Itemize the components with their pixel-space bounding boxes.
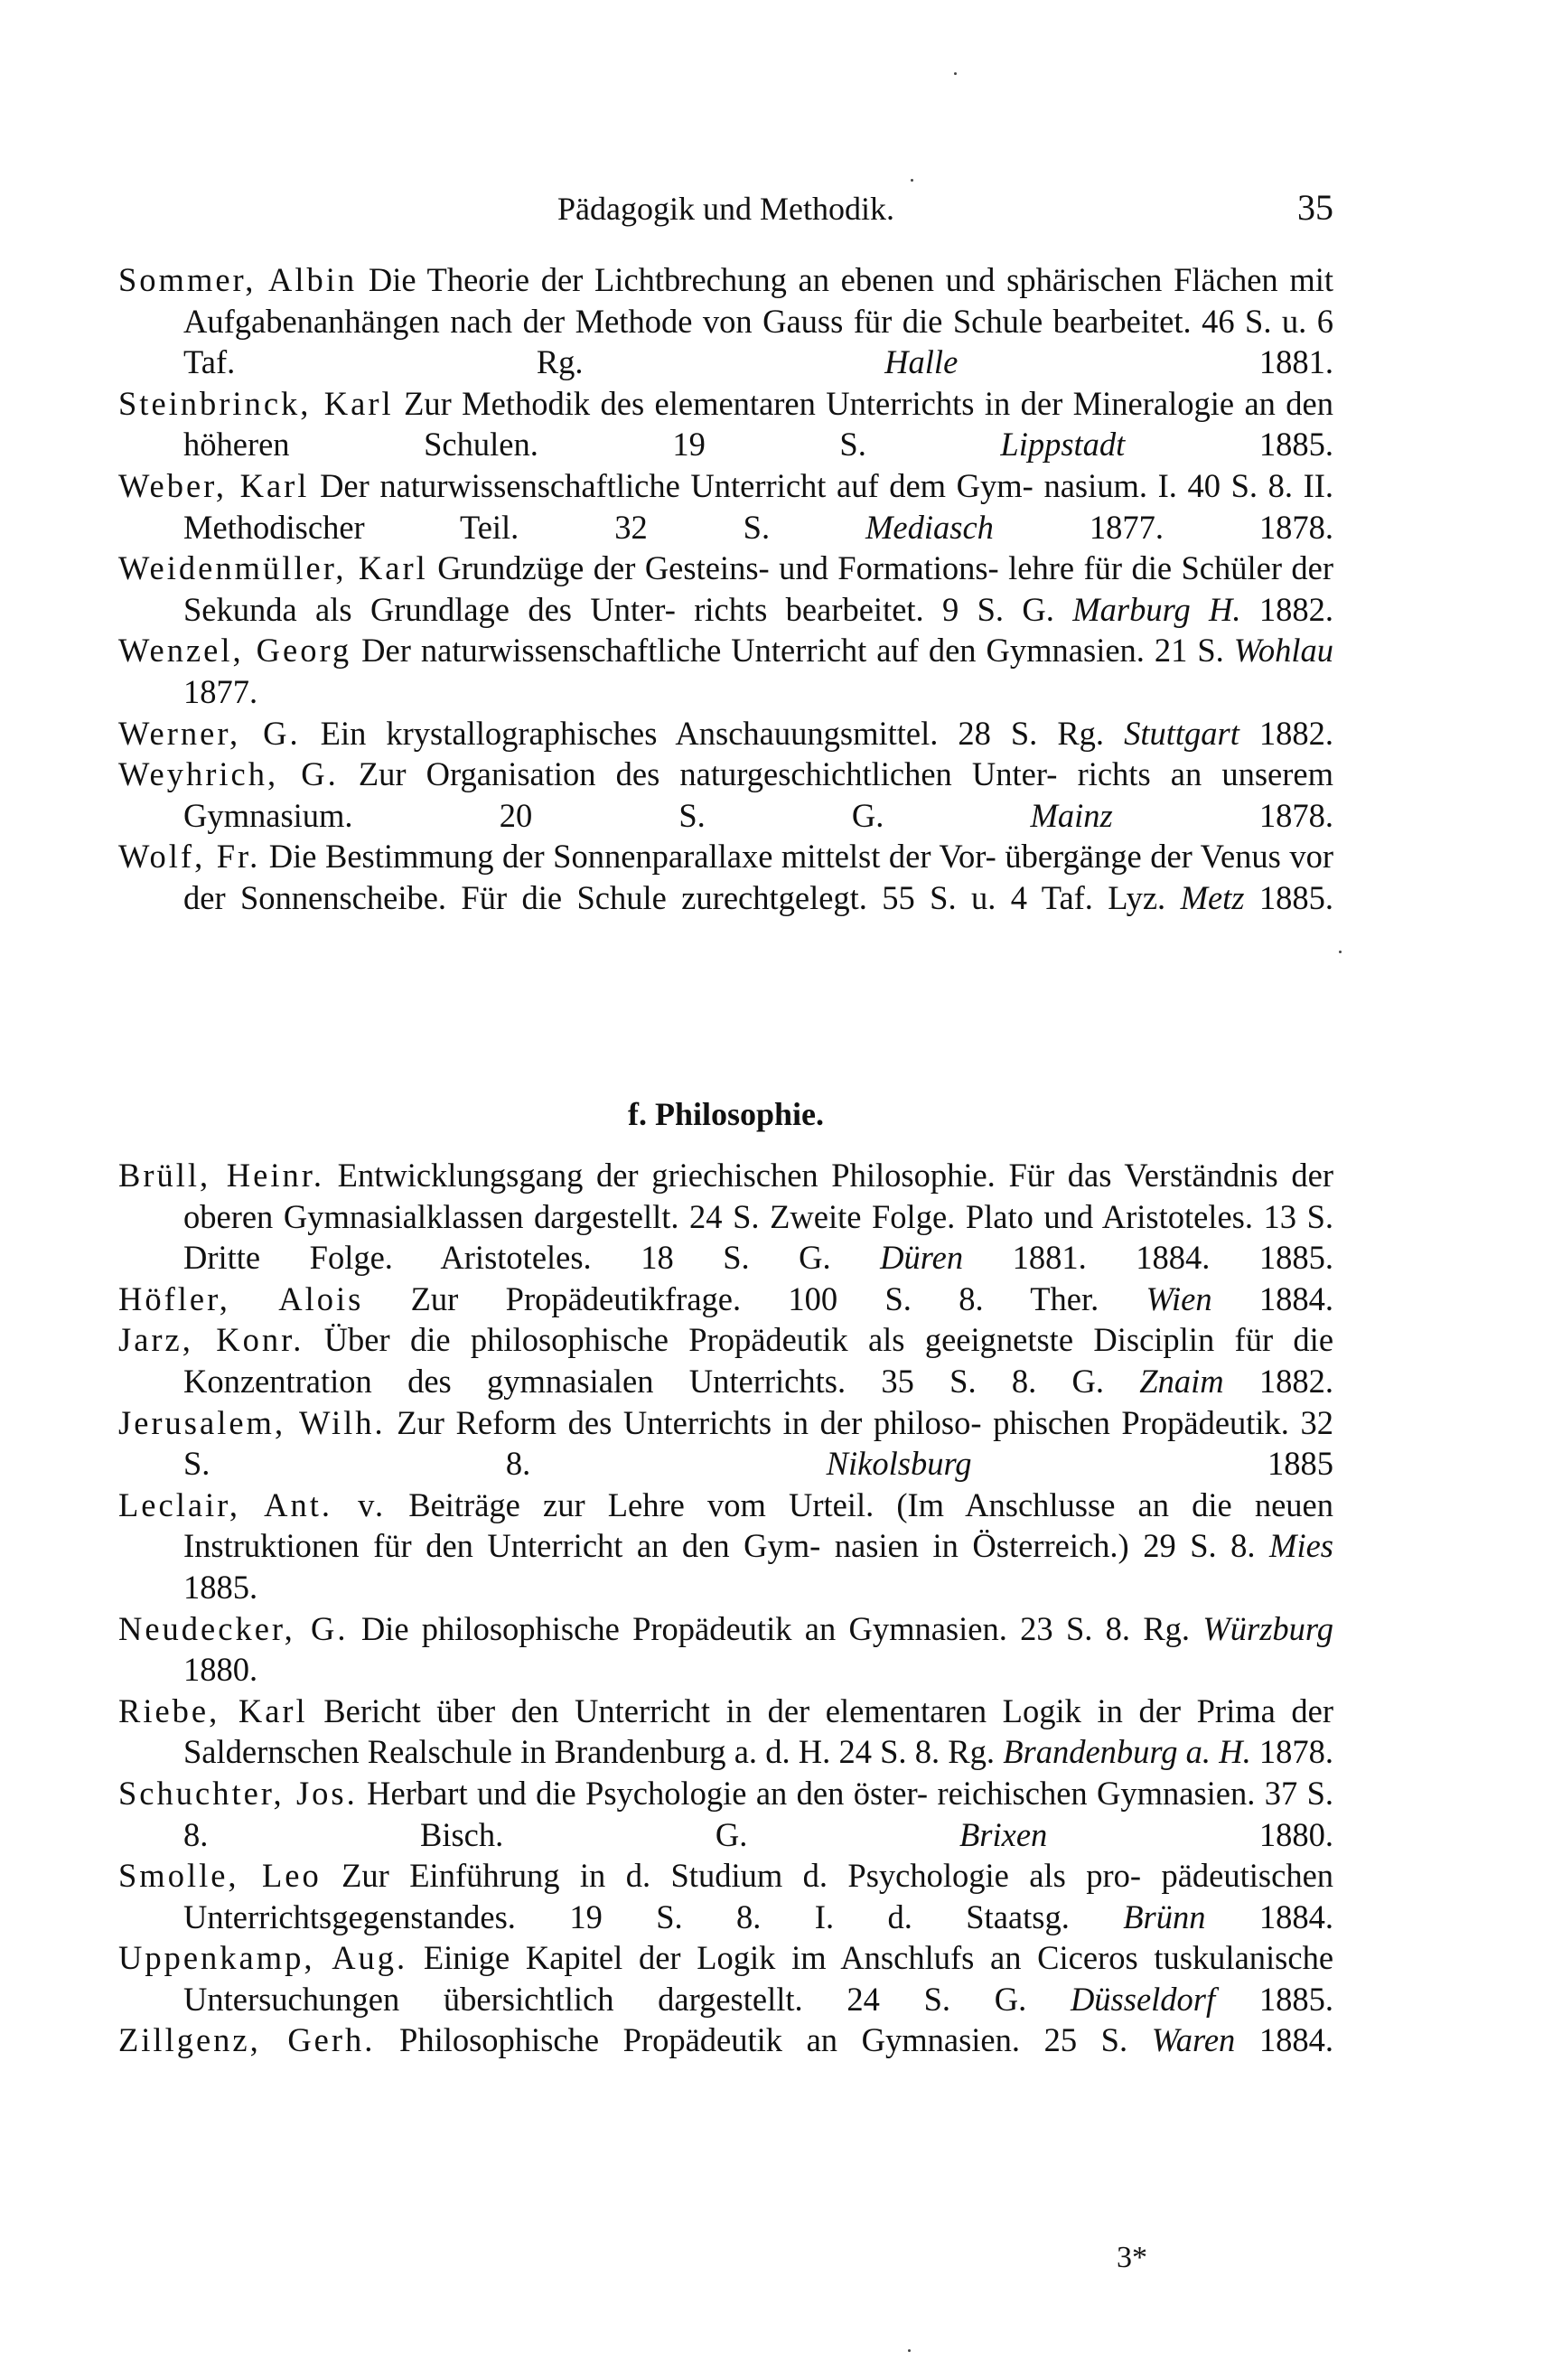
entry-text: Ein krystallographisches Anschauungsmittel. 28 S.: [320, 714, 1038, 752]
bibliography-entry: [118, 1855, 1333, 1937]
bibliography-entry: [118, 1608, 1333, 1691]
entry-year: 1882.: [1258, 590, 1334, 628]
entry-text: Aristoteles. 18 S. G.: [440, 1239, 831, 1277]
entry-place: Waren: [1151, 2021, 1236, 2059]
bibliography-entry: [118, 836, 1333, 918]
bibliography-entry: [118, 630, 1333, 712]
entry-author: Wenzel, Georg: [118, 632, 352, 670]
entry-place: Stuttgart: [1124, 714, 1239, 752]
entry-author: Jarz, Konr.: [118, 1321, 304, 1359]
entry-author: Riebe, Karl: [118, 1691, 308, 1729]
entry-place: Mainz: [1030, 796, 1113, 834]
bibliography-entry: [118, 1402, 1333, 1485]
bibliography-entry: [118, 1155, 1333, 1279]
entry-author: Weber, Karl: [118, 466, 310, 504]
bibliography-entry: [118, 383, 1333, 465]
entry-author: Uppenkamp, Aug.: [118, 1939, 408, 1977]
bibliography-entry: [118, 259, 1333, 383]
entry-author: Schuchter, Jos.: [118, 1774, 358, 1812]
entry-author: Weyhrich, G.: [118, 755, 339, 793]
entry-place: Lippstadt: [1000, 426, 1126, 464]
bibliography-entry: [118, 1319, 1333, 1401]
entry-year: 1885.: [1258, 878, 1334, 916]
entry-text: reichischen Gymnasien. 37 S. 8. Bisch. G.: [183, 1774, 1334, 1853]
entry-author: Brüll, Heinr.: [118, 1157, 325, 1194]
entry-text: sphärischen Flächen mit Aufgabenanhängen nach der Methode: [183, 261, 1334, 340]
entry-author: Smolle, Leo: [118, 1857, 322, 1895]
entry-year: 1877.: [183, 672, 258, 710]
entry-year: 1885.: [183, 1568, 258, 1606]
entry-text: richts bearbeitet. 9 S. G.: [694, 590, 1054, 628]
entry-place: Brandenburg a. H.: [1003, 1733, 1251, 1771]
entry-year: 1880.: [183, 1651, 258, 1689]
bibliography-entry: [118, 2019, 1333, 2061]
entry-place: Brünn: [1123, 1897, 1206, 1935]
entry-place: Halle: [884, 343, 959, 381]
entry-author: Neudecker, G.: [118, 1609, 349, 1647]
entry-text: Zur Reform des Unterrichts in der philoso-: [397, 1403, 982, 1441]
entry-year: 1882.: [1258, 1362, 1333, 1400]
entry-year: 1885: [1267, 1445, 1333, 1483]
entry-text: Herbart und die Psychologie an den öster-: [367, 1774, 929, 1812]
entry-text: richts an unserem Gymnasium. 20 S. G.: [183, 755, 1333, 834]
entry-author: Wolf, Fr.: [118, 838, 261, 876]
entry-text: von Gauss für die Schule bearbeitet. 46 S. u. 6 Taf. Rg.: [183, 302, 1334, 381]
bibliography-entry: [118, 1937, 1333, 2019]
entry-text: Der naturwissenschaftliche Unterricht auf dem Gym-: [320, 466, 1034, 504]
entry-text: Einige Kapitel der Logik im Anschlufs an: [423, 1939, 1022, 1977]
entry-author: Leclair, Ant. v.: [118, 1485, 387, 1523]
entry-place: Düren: [880, 1239, 964, 1277]
entry-author: Sommer, Albin: [118, 261, 358, 298]
entry-year: 1885.: [1258, 426, 1333, 464]
entry-text: Entwicklungsgang der griechischen Philosophie. Für: [337, 1157, 1055, 1194]
entry-place: Znaim: [1139, 1362, 1224, 1400]
entry-text: nasien in Österreich.) 29 S. 8.: [834, 1527, 1256, 1565]
entry-text: Zweite Folge. Plato und Aristoteles. 13 S. Dritte Folge.: [183, 1197, 1334, 1277]
entry-author: Steinbrinck, Karl: [118, 384, 394, 422]
bibliography-entry: [118, 1691, 1333, 1773]
bibliography-entry: [118, 713, 1333, 754]
entry-text: Zur Propädeutikfrage. 100 S. 8. Ther.: [410, 1279, 1099, 1317]
print-speck: [1339, 951, 1342, 953]
entry-place: Düsseldorf: [1070, 1980, 1216, 2018]
print-speck: [911, 179, 913, 182]
entry-text: Zur Methodik des elementaren Unterrichts in: [404, 384, 1011, 422]
entry-text: Bericht über den Unterricht in der elementaren Logik: [323, 1691, 1081, 1729]
entry-text: Beiträge zur Lehre vom Urteil. (Im Anschlusse: [408, 1485, 1116, 1523]
entry-text: Zur Einführung in d. Studium d. Psychologie als pro-: [341, 1857, 1142, 1895]
entry-place: Brixen: [959, 1815, 1048, 1853]
entry-author: Jerusalem, Wilh.: [118, 1403, 386, 1441]
entry-year: 1884.: [1258, 2021, 1334, 2059]
entry-author: Höfler, Alois: [118, 1279, 364, 1317]
entry-place: Metz: [1180, 878, 1245, 916]
entry-text: Disciplin für die Konzentration des gymnasialen Unterrichts.: [183, 1321, 1334, 1400]
bibliography-entry: [118, 1485, 1333, 1608]
entry-place: Wohlau: [1233, 632, 1333, 670]
entry-text: Rg.: [1057, 714, 1105, 752]
entry-text: übergänge der Venus vor der Sonnenscheibe. Für die Schule: [183, 838, 1334, 916]
print-speck: [908, 2349, 911, 2352]
entry-year: 1880.: [1258, 1815, 1334, 1853]
signature-mark: 3*: [1117, 2241, 1147, 2274]
entry-text: Der naturwissenschaftliche Unterricht auf den: [361, 632, 977, 670]
entry-text: 35 S. 8. G.: [881, 1362, 1104, 1400]
entry-year: 1881. 1884. 1885.: [1012, 1239, 1333, 1277]
entry-text: lehre für die Schüler der Sekunda als Grundlage des Unter-: [183, 549, 1334, 628]
header-title: Pädagogik und Methodik.: [557, 191, 894, 227]
entry-author: Werner, G.: [118, 714, 301, 752]
bibliography-entry: [118, 1279, 1333, 1320]
page-number: 35: [1297, 187, 1333, 228]
bibliography-entry: [118, 754, 1333, 836]
entry-year: 1884.: [1258, 1279, 1334, 1317]
entry-place: Nikolsburg: [826, 1445, 972, 1483]
entry-text: 23 S. 8. Rg.: [1020, 1609, 1191, 1647]
entry-year: 1877. 1878.: [1089, 508, 1333, 546]
bibliography-entry: [118, 548, 1333, 630]
entry-text: in der Prima der Saldernschen Realschule in Brandenburg a. d. H.: [183, 1691, 1334, 1771]
entry-text: Grundzüge der Gesteins- und Formations-: [437, 549, 999, 587]
bibliography-list-natural-sciences: [118, 259, 1333, 919]
entry-place: Marburg H.: [1072, 590, 1241, 628]
entry-text: der Mineralogie an den höheren Schulen. 19 S.: [183, 384, 1334, 464]
bibliography-entry: [118, 465, 1333, 548]
entry-text: pädeutischen Unterrichtsgegenstandes. 19 S. 8. I. d. Staatsg.: [183, 1857, 1334, 1935]
entry-text: Zur Organisation des naturgeschichtlichen Unter-: [358, 755, 1058, 793]
entry-text: an die neuen Instruktionen für den Unterricht an den Gym-: [183, 1485, 1333, 1565]
bibliography-entry: [118, 1773, 1333, 1855]
entry-place: Würzburg: [1202, 1609, 1334, 1647]
entry-text: Philosophische Propädeutik an Gymnasien. 25 S.: [399, 2021, 1128, 2059]
entry-year: 1878.: [1258, 796, 1334, 834]
entry-text: Die Theorie der Lichtbrechung an ebenen und: [368, 261, 996, 298]
entry-text: das Verständnis der oberen Gymnasialklassen dargestellt. 24 S.: [183, 1157, 1333, 1235]
entry-text: Gymnasien. 21 S.: [986, 632, 1224, 670]
entry-year: 1884.: [1258, 1897, 1334, 1935]
bibliography-list-philosophy: [118, 1155, 1333, 2061]
entry-text: nasium. I. 40 S. 8. II. Methodischer Teil. 32 S.: [183, 466, 1334, 546]
section-heading: f. Philosophie.: [627, 1096, 825, 1132]
entry-text: Über die philosophische Propädeutik als geeignetste: [323, 1321, 1074, 1359]
print-speck: [954, 72, 957, 75]
entry-place: Mies: [1269, 1527, 1333, 1565]
entry-text: phischen Propädeutik. 32 S. 8.: [183, 1403, 1334, 1483]
entry-place: Mediasch: [865, 508, 994, 546]
entry-text: Ciceros tuskulanische Untersuchungen übersichtlich dargestellt.: [183, 1939, 1334, 2018]
entry-author: Weidenmüller, Karl: [118, 549, 428, 587]
entry-text: Die philosophische Propädeutik an Gymnasien.: [360, 1609, 1007, 1647]
entry-author: Zillgenz, Gerh.: [118, 2021, 376, 2059]
entry-text: 24 S. G.: [846, 1980, 1027, 2018]
entry-text: Die Bestimmung der Sonnenparallaxe mittelst der Vor-: [268, 838, 996, 876]
entry-place: Wien: [1146, 1279, 1212, 1317]
entry-text: zurechtgelegt. 55 S. u. 4 Taf. Lyz.: [681, 878, 1166, 916]
running-header: [118, 186, 1333, 240]
entry-year: 1881.: [1258, 343, 1333, 381]
entry-year: 1882.: [1258, 714, 1333, 752]
entry-text: 24 S. 8. Rg.: [838, 1733, 995, 1771]
entry-year: 1885.: [1258, 1980, 1333, 2018]
entry-year: 1878.: [1258, 1733, 1334, 1771]
